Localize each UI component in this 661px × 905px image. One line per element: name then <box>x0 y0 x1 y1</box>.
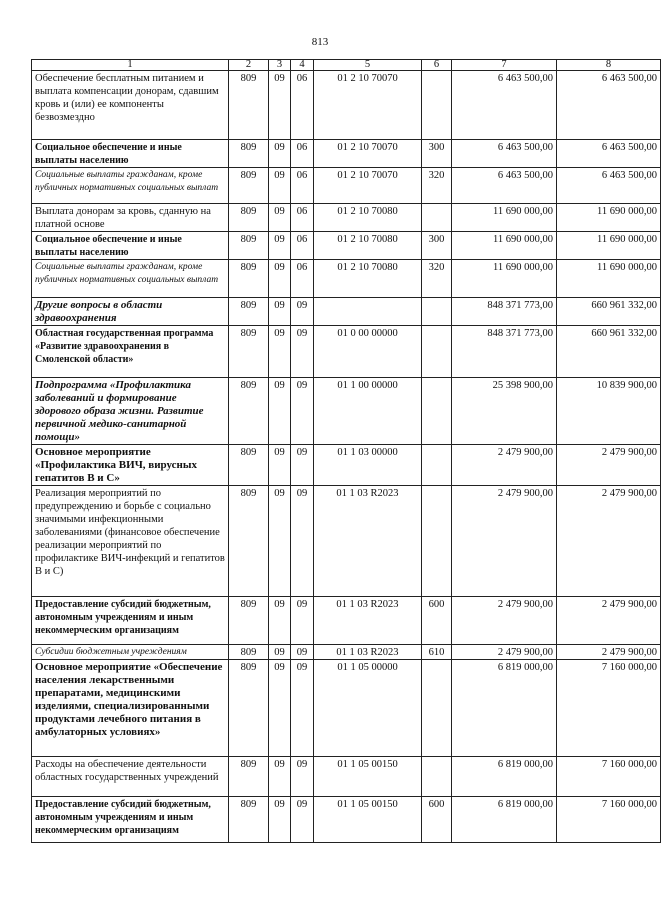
row-grbs: 809 <box>229 486 269 597</box>
row-sum-year2: 6 463 500,00 <box>557 71 661 140</box>
row-csr: 01 2 10 70080 <box>314 232 422 260</box>
table-row <box>32 298 661 326</box>
table-row <box>32 645 661 660</box>
row-grbs: 809 <box>229 298 269 326</box>
table-row <box>32 204 661 232</box>
row-sum-year2: 6 463 500,00 <box>557 140 661 168</box>
row-pr: 06 <box>291 232 314 260</box>
row-sum-year2: 7 160 000,00 <box>557 660 661 757</box>
row-name: Подпрограмма «Профилактика заболеваний и формирование здорового образа жизни. Развитие первичной медико-санитарной помощи» <box>32 378 229 445</box>
row-sum-year1: 25 398 900,00 <box>452 378 557 445</box>
row-rz: 09 <box>269 232 291 260</box>
row-sum-year2: 11 690 000,00 <box>557 260 661 298</box>
row-sum-year2: 7 160 000,00 <box>557 797 661 843</box>
row-vr <box>422 326 452 378</box>
row-vr: 600 <box>422 797 452 843</box>
row-pr: 09 <box>291 445 314 486</box>
row-rz: 09 <box>269 645 291 660</box>
row-pr: 06 <box>291 140 314 168</box>
row-pr: 06 <box>291 260 314 298</box>
table-row <box>32 232 661 260</box>
row-sum-year1: 6 819 000,00 <box>452 660 557 757</box>
row-csr: 01 0 00 00000 <box>314 326 422 378</box>
row-grbs: 809 <box>229 378 269 445</box>
row-csr: 01 2 10 70070 <box>314 140 422 168</box>
row-grbs: 809 <box>229 204 269 232</box>
row-vr <box>422 757 452 797</box>
row-csr: 01 1 03 R2023 <box>314 597 422 645</box>
row-rz: 09 <box>269 797 291 843</box>
table-row <box>32 486 661 597</box>
table-row <box>32 260 661 298</box>
row-sum-year2: 2 479 900,00 <box>557 486 661 597</box>
row-pr: 09 <box>291 757 314 797</box>
row-sum-year1: 2 479 900,00 <box>452 445 557 486</box>
row-name: Социальные выплаты гражданам, кроме публичных нормативных социальных выплат <box>32 260 229 298</box>
row-name: Предоставление субсидий бюджетным, автономным учреждениям и иным некоммерческим организациям <box>32 597 229 645</box>
row-rz: 09 <box>269 140 291 168</box>
row-rz: 09 <box>269 260 291 298</box>
row-pr: 09 <box>291 326 314 378</box>
row-sum-year2: 11 690 000,00 <box>557 232 661 260</box>
table-row <box>32 326 661 378</box>
table-row <box>32 140 661 168</box>
header-row <box>32 60 661 71</box>
row-sum-year2: 11 690 000,00 <box>557 204 661 232</box>
row-pr: 06 <box>291 204 314 232</box>
row-csr: 01 2 10 70070 <box>314 71 422 140</box>
row-csr: 01 1 00 00000 <box>314 378 422 445</box>
row-name: Социальное обеспечение и иные выплаты населению <box>32 232 229 260</box>
row-vr <box>422 445 452 486</box>
row-name: Реализация мероприятий по предупреждению и борьбе с социально значимыми инфекционными заболеваниями (финансовое обеспечение реализации мероприятий по профилактике ВИЧ-инфекций и гепатитов В и С) <box>32 486 229 597</box>
row-name: Социальные выплаты гражданам, кроме публичных нормативных социальных выплат <box>32 168 229 204</box>
row-name: Выплата донорам за кровь, сданную на платной основе <box>32 204 229 232</box>
row-rz: 09 <box>269 326 291 378</box>
row-pr: 09 <box>291 645 314 660</box>
row-name: Основное мероприятие «Обеспечение населения лекарственными препаратами, медицинскими изделиями, специализированными продуктами лечебного питания в амбулаторных условиях» <box>32 660 229 757</box>
row-rz: 09 <box>269 378 291 445</box>
row-sum-year2: 660 961 332,00 <box>557 326 661 378</box>
row-sum-year1: 6 463 500,00 <box>452 168 557 204</box>
row-vr <box>422 378 452 445</box>
row-pr: 09 <box>291 378 314 445</box>
row-sum-year1: 11 690 000,00 <box>452 260 557 298</box>
row-pr: 09 <box>291 486 314 597</box>
header-col-3: 3 <box>269 60 291 71</box>
row-name: Другие вопросы в области здравоохранения <box>32 298 229 326</box>
row-vr: 600 <box>422 597 452 645</box>
row-rz: 09 <box>269 298 291 326</box>
row-sum-year1: 11 690 000,00 <box>452 232 557 260</box>
row-grbs: 809 <box>229 168 269 204</box>
row-vr <box>422 298 452 326</box>
row-sum-year2: 2 479 900,00 <box>557 597 661 645</box>
table-row <box>32 71 661 140</box>
row-pr: 09 <box>291 797 314 843</box>
row-sum-year1: 848 371 773,00 <box>452 298 557 326</box>
row-vr: 300 <box>422 140 452 168</box>
row-sum-year1: 6 463 500,00 <box>452 71 557 140</box>
row-sum-year2: 2 479 900,00 <box>557 445 661 486</box>
row-vr <box>422 204 452 232</box>
row-sum-year1: 6 819 000,00 <box>452 757 557 797</box>
row-name: Обеспечение бесплатным питанием и выплата компенсации донорам, сдавшим кровь и (или) ее компоненты безвозмездно <box>32 71 229 140</box>
row-sum-year1: 11 690 000,00 <box>452 204 557 232</box>
row-grbs: 809 <box>229 71 269 140</box>
row-csr: 01 1 03 00000 <box>314 445 422 486</box>
row-grbs: 809 <box>229 445 269 486</box>
row-grbs: 809 <box>229 597 269 645</box>
row-grbs: 809 <box>229 140 269 168</box>
row-name: Основное мероприятие «Профилактика ВИЧ, вирусных гепатитов В и С» <box>32 445 229 486</box>
header-col-7: 7 <box>452 60 557 71</box>
table-row <box>32 445 661 486</box>
row-vr: 610 <box>422 645 452 660</box>
row-grbs: 809 <box>229 232 269 260</box>
row-sum-year1: 848 371 773,00 <box>452 326 557 378</box>
row-grbs: 809 <box>229 797 269 843</box>
row-vr <box>422 486 452 597</box>
row-sum-year1: 2 479 900,00 <box>452 486 557 597</box>
row-csr: 01 2 10 70080 <box>314 204 422 232</box>
row-rz: 09 <box>269 757 291 797</box>
row-sum-year2: 660 961 332,00 <box>557 298 661 326</box>
row-vr: 320 <box>422 168 452 204</box>
table-row <box>32 597 661 645</box>
table-row <box>32 660 661 757</box>
row-rz: 09 <box>269 168 291 204</box>
row-name: Субсидии бюджетным учреждениям <box>32 645 229 660</box>
row-name: Предоставление субсидий бюджетным, автономным учреждениям и иным некоммерческим организациям <box>32 797 229 843</box>
table-row <box>32 797 661 843</box>
row-vr: 320 <box>422 260 452 298</box>
header-col-5: 5 <box>314 60 422 71</box>
row-vr: 300 <box>422 232 452 260</box>
header-col-1: 1 <box>32 60 229 71</box>
row-rz: 09 <box>269 597 291 645</box>
row-grbs: 809 <box>229 645 269 660</box>
header-col-4: 4 <box>291 60 314 71</box>
row-pr: 09 <box>291 597 314 645</box>
row-name: Социальное обеспечение и иные выплаты населению <box>32 140 229 168</box>
header-col-6: 6 <box>422 60 452 71</box>
page-number: 813 <box>311 36 329 48</box>
row-sum-year2: 6 463 500,00 <box>557 168 661 204</box>
row-rz: 09 <box>269 660 291 757</box>
row-pr: 06 <box>291 71 314 140</box>
row-csr: 01 1 03 R2023 <box>314 645 422 660</box>
row-name: Расходы на обеспечение деятельности областных государственных учреждений <box>32 757 229 797</box>
row-pr: 09 <box>291 660 314 757</box>
row-sum-year2: 10 839 900,00 <box>557 378 661 445</box>
row-rz: 09 <box>269 71 291 140</box>
row-grbs: 809 <box>229 260 269 298</box>
row-pr: 06 <box>291 168 314 204</box>
row-csr: 01 2 10 70070 <box>314 168 422 204</box>
row-rz: 09 <box>269 486 291 597</box>
table-row <box>32 168 661 204</box>
row-csr: 01 1 03 R2023 <box>314 486 422 597</box>
table-row <box>32 757 661 797</box>
row-csr: 01 2 10 70080 <box>314 260 422 298</box>
row-name: Областная государственная программа «Развитие здравоохранения в Смоленской области» <box>32 326 229 378</box>
row-vr <box>422 660 452 757</box>
row-sum-year1: 6 463 500,00 <box>452 140 557 168</box>
row-csr: 01 1 05 00150 <box>314 797 422 843</box>
row-pr: 09 <box>291 298 314 326</box>
row-rz: 09 <box>269 204 291 232</box>
row-sum-year1: 6 819 000,00 <box>452 797 557 843</box>
row-grbs: 809 <box>229 326 269 378</box>
row-rz: 09 <box>269 445 291 486</box>
header-col-8: 8 <box>557 60 661 71</box>
row-csr: 01 1 05 00000 <box>314 660 422 757</box>
row-sum-year1: 2 479 900,00 <box>452 597 557 645</box>
row-sum-year2: 2 479 900,00 <box>557 645 661 660</box>
row-grbs: 809 <box>229 660 269 757</box>
row-sum-year2: 7 160 000,00 <box>557 757 661 797</box>
row-csr <box>314 298 422 326</box>
row-sum-year1: 2 479 900,00 <box>452 645 557 660</box>
header-col-2: 2 <box>229 60 269 71</box>
row-csr: 01 1 05 00150 <box>314 757 422 797</box>
table-row <box>32 378 661 445</box>
row-vr <box>422 71 452 140</box>
row-grbs: 809 <box>229 757 269 797</box>
budget-table <box>31 59 661 843</box>
